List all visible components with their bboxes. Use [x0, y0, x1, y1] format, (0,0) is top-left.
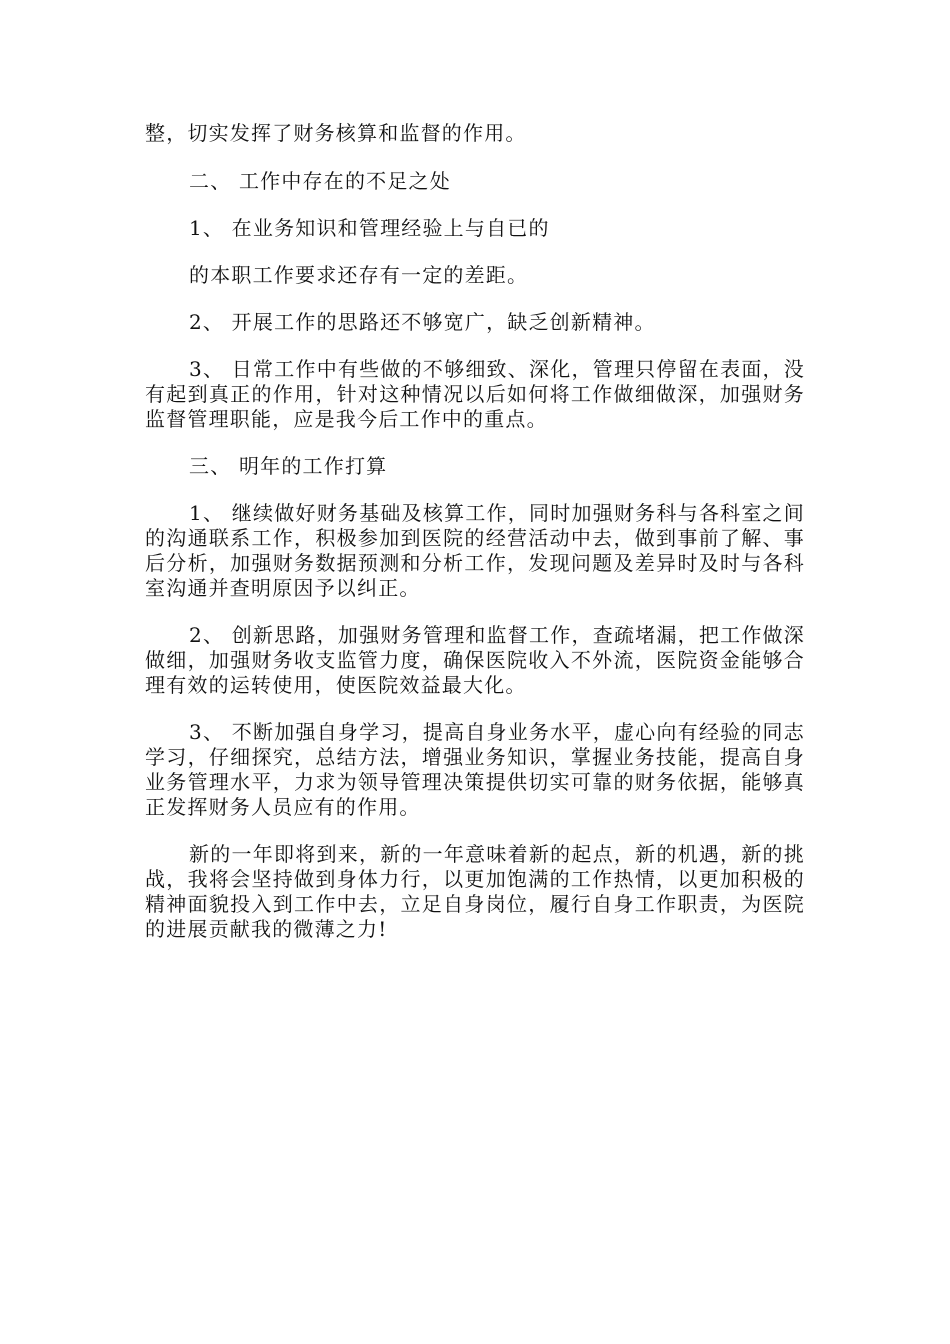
list-item-shortcoming-2: 2、 开展工作的思路还不够宽广，缺乏创新精神。	[189, 310, 656, 334]
section-heading-next-year-plan: 三、 明年的工作打算	[189, 454, 388, 478]
list-item-shortcoming-3: 3、 日常工作中有些做的不够细致、深化，管理只停留在表面，没有起到真正的作用，针对这种情况以后如何将工作做细做深，加强财务监督管理职能，应是我今后工作中的重点。	[145, 357, 805, 431]
closing-paragraph: 新的一年即将到来，新的一年意味着新的起点，新的机遇，新的挑战，我将会坚持做到身体力行，以更加饱满的工作热情，以更加积极的精神面貌投入到工作中去，立足自身岗位，履行自身工作职责，为医院的进展贡献我的微薄之力!	[145, 842, 805, 941]
section-heading-shortcomings: 二、 工作中存在的不足之处	[189, 169, 451, 193]
list-item-plan-1: 1、 继续做好财务基础及核算工作，同时加强财务科与各科室之间的沟通联系工作，积极参加到医院的经营活动中去，做到事前了解、事后分析，加强财务数据预测和分析工作，发现问题及差异时及时与各科室沟通并查明原因予以纠正。	[145, 501, 805, 600]
document-body	[145, 121, 805, 964]
list-item-plan-2: 2、 创新思路，加强财务管理和监督工作，查疏堵漏，把工作做深做细，加强财务收支监管力度，确保医院收入不外流，医院资金能够合理有效的运转使用，使医院效益最大化。	[145, 623, 805, 697]
list-item-shortcoming-1-continued: 的本职工作要求还存有一定的差距。	[189, 263, 529, 287]
paragraph-continuation: 整，切实发挥了财务核算和监督的作用。	[145, 121, 527, 145]
list-item-plan-3: 3、 不断加强自身学习，提高自身业务水平，虚心向有经验的同志学习，仔细探究，总结方法，增强业务知识，掌握业务技能，提高自身业务管理水平，力求为领导管理决策提供切实可靠的财务依据，能够真正发挥财务人员应有的作用。	[145, 720, 805, 819]
list-item-shortcoming-1: 1、 在业务知识和管理经验上与自已的	[189, 216, 550, 240]
